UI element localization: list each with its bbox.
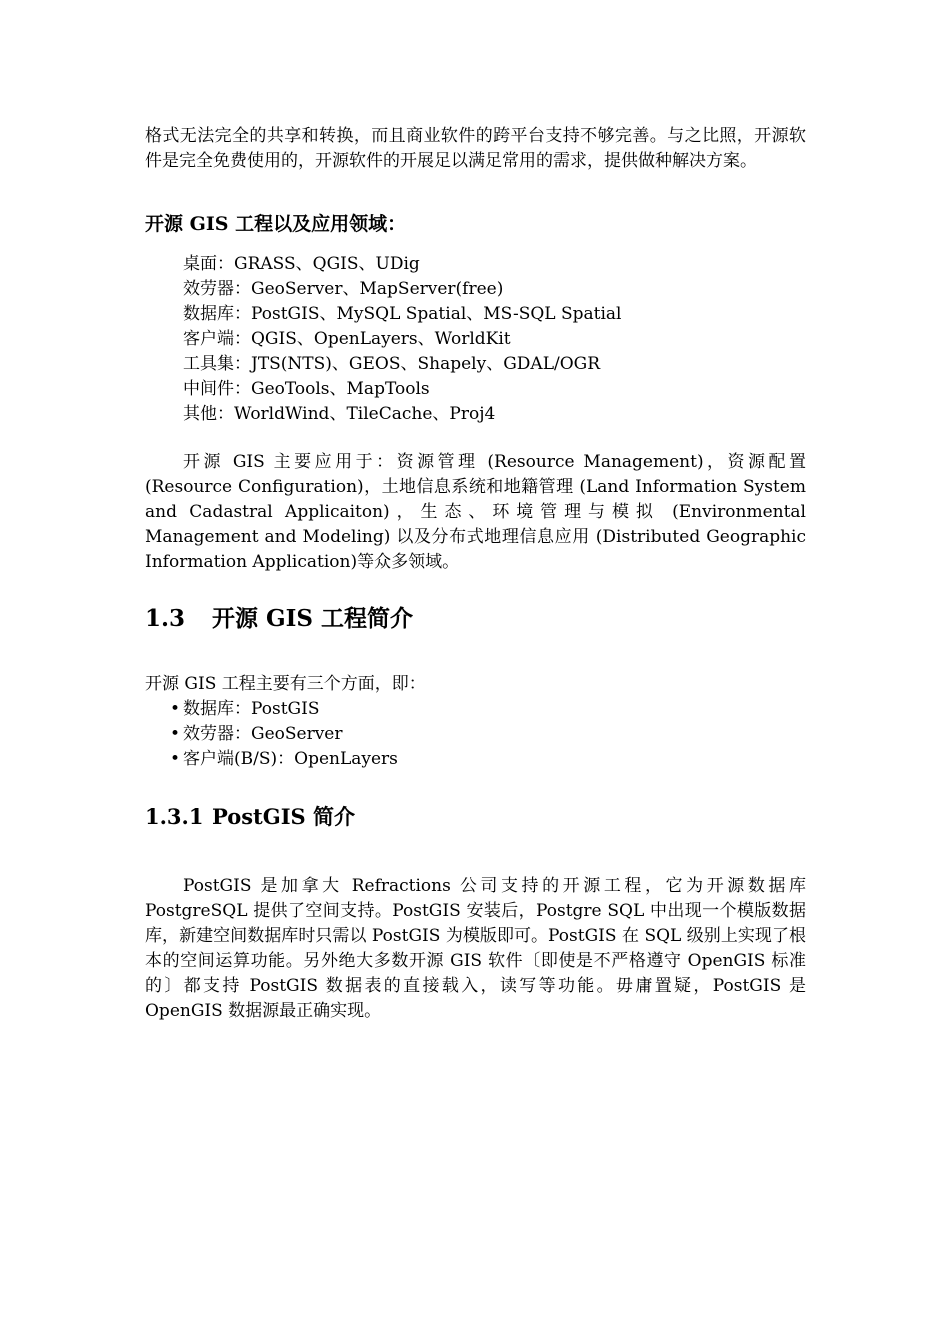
project-item-desktop: 桌面：GRASS、QGIS、UDig xyxy=(183,254,420,274)
projects-heading: 开源 GIS 工程以及应用领域： xyxy=(145,213,407,235)
bullet-item xyxy=(170,697,806,722)
project-list xyxy=(183,252,806,427)
section-title: 开源 GIS 工程简介 xyxy=(212,605,414,632)
project-item-database: 数据库：PostGIS、MySQL Spatial、MS-SQL Spatial xyxy=(183,304,622,324)
bullet-text: 客户端(B/S)：OpenLayers xyxy=(183,749,398,769)
bullet-dot: • xyxy=(170,699,181,719)
section-number: 1.3 xyxy=(145,605,186,632)
project-item-middleware: 中间件：GeoTools、MapTools xyxy=(183,379,430,399)
bullet-text: 效劳器：GeoServer xyxy=(183,724,343,744)
section-1-3-heading xyxy=(145,602,806,636)
project-item-server: 效劳器：GeoServer、MapServer(free) xyxy=(183,279,504,299)
bullet-text: 数据库：PostGIS xyxy=(183,699,320,719)
subsection-number: 1.3.1 xyxy=(145,804,204,829)
bullet-item xyxy=(170,747,806,772)
postgis-paragraph: PostGIS 是加拿大 Refractions 公司支持的开源工程，它为开源数据库 PostgreSQL 提供了空间支持。PostGIS 安装后，Postgre SQL 中出现一个模版数据库，新建空间数据库时只需以 PostGIS 为模版即可。PostGIS 在 SQL 级别上实现了根本的空间运算功能。另外绝大多数开源 GIS 软件〔即使是不严格遵守 OpenGIS 标准的〕都支持 PostGIS 数据表的直接载入，读写等功能。毋庸置疑，PostGIS 是 OpenGIS 数据源最正确实现。 xyxy=(145,876,806,1021)
section-1-3-1-heading xyxy=(145,801,806,833)
component-bullet-list xyxy=(170,697,806,772)
bullet-dot: • xyxy=(170,749,181,769)
document-page xyxy=(145,124,806,1024)
section-1-3-intro: 开源 GIS 工程主要有三个方面，即： xyxy=(145,674,426,694)
project-item-client: 客户端：QGIS、OpenLayers、WorldKit xyxy=(183,329,511,349)
project-item-other: 其他：WorldWind、TileCache、Proj4 xyxy=(183,404,496,424)
bullet-dot: • xyxy=(170,724,181,744)
intro-paragraph: 格式无法完全的共享和转换，而且商业软件的跨平台支持不够完善。与之比照，开源软件是完全免费使用的，开源软件的开展足以满足常用的需求，提供做种解决方案。 xyxy=(145,126,806,171)
project-item-toolkit: 工具集：JTS(NTS)、GEOS、Shapely、GDAL/OGR xyxy=(183,354,601,374)
subsection-title: PostGIS 简介 xyxy=(212,804,355,829)
application-paragraph: 开源 GIS 主要应用于：资源管理 (Resource Management)，资源配置 (Resource Configuration)，土地信息系统和地籍管理 (Land Information System and Cadastral Applicaiton)，生态、环境管理与模拟 (Environmental Management and Modeling) 以及分布式地理信息应用 (Distributed Geographic Information Application)等众多领域。 xyxy=(145,452,806,572)
bullet-item xyxy=(170,722,806,747)
